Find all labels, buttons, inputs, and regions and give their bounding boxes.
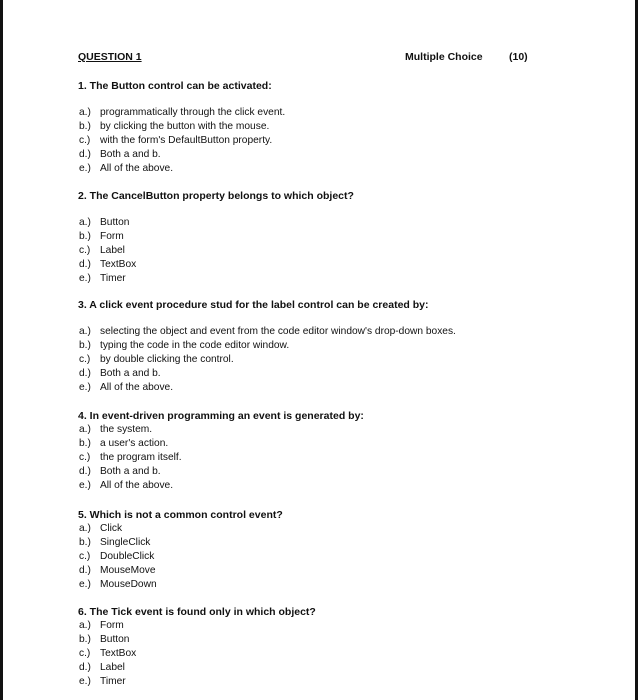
option-item	[78, 272, 598, 286]
page-edge-left	[0, 0, 3, 700]
option-item	[78, 661, 598, 675]
option-text: DoubleClick	[100, 551, 155, 562]
option-text: Label	[100, 245, 125, 256]
option-letter: b.)	[79, 537, 91, 548]
option-letter: e.)	[79, 579, 91, 590]
option-item	[78, 522, 598, 536]
option-item	[78, 244, 598, 258]
option-letter: e.)	[79, 273, 91, 284]
option-text: selecting the object and event from the code editor window's drop-down boxes.	[100, 326, 456, 337]
question-type: Multiple Choice	[405, 51, 483, 63]
option-text: typing the code in the code editor window.	[100, 340, 290, 351]
option-item	[78, 465, 598, 479]
option-letter: a.)	[79, 107, 91, 118]
question-text: 4. In event-driven programming an event is generated by:	[78, 410, 364, 422]
option-item	[78, 479, 598, 493]
option-letter: d.)	[79, 368, 91, 379]
question-text: 2. The CancelButton property belongs to which object?	[78, 190, 354, 202]
option-letter: d.)	[79, 149, 91, 160]
option-text: Button	[100, 217, 130, 228]
option-item	[78, 437, 598, 451]
option-item	[78, 536, 598, 550]
option-text: Form	[100, 620, 124, 631]
option-item	[78, 367, 598, 381]
option-letter: d.)	[79, 565, 91, 576]
option-text: Timer	[100, 273, 126, 284]
option-letter: b.)	[79, 634, 91, 645]
option-item	[78, 148, 598, 162]
question-block	[78, 508, 598, 592]
option-item	[78, 550, 598, 564]
option-letter: c.)	[79, 245, 91, 256]
option-letter: a.)	[79, 217, 91, 228]
question-text: 1. The Button control can be activated:	[78, 80, 272, 92]
option-text: All of the above.	[100, 382, 174, 393]
option-item	[78, 451, 598, 465]
option-text: All of the above.	[100, 480, 174, 491]
option-text: Both a and b.	[100, 149, 161, 160]
option-text: by double clicking the control.	[100, 354, 234, 365]
option-letter: a.)	[79, 523, 91, 534]
question-block	[78, 298, 598, 395]
option-letter: c.)	[79, 452, 91, 463]
option-text: by clicking the button with the mouse.	[100, 121, 270, 132]
option-item	[78, 258, 598, 272]
option-item	[78, 423, 598, 437]
question-text: 5. Which is not a common control event?	[78, 509, 283, 521]
option-item	[78, 134, 598, 148]
option-item	[78, 381, 598, 395]
option-text: Label	[100, 662, 125, 673]
option-text: TextBox	[100, 648, 137, 659]
option-text: Click	[100, 523, 123, 534]
option-letter: a.)	[79, 326, 91, 337]
question-text: 6. The Tick event is found only in which object?	[78, 606, 316, 618]
option-list	[78, 619, 598, 689]
option-item	[78, 647, 598, 661]
option-letter: d.)	[79, 259, 91, 270]
question-block	[78, 189, 598, 286]
option-text: SingleClick	[100, 537, 151, 548]
option-letter: b.)	[79, 438, 91, 449]
option-text: MouseDown	[100, 579, 157, 590]
option-list	[78, 106, 598, 176]
option-text: Button	[100, 634, 130, 645]
option-item	[78, 216, 598, 230]
option-text: with the form's DefaultButton property.	[100, 135, 273, 146]
question-block	[78, 79, 598, 176]
option-text: Form	[100, 231, 124, 242]
option-letter: e.)	[79, 382, 91, 393]
option-letter: a.)	[79, 424, 91, 435]
option-text: the system.	[100, 424, 153, 435]
option-letter: c.)	[79, 551, 91, 562]
option-list	[78, 216, 598, 286]
option-text: MouseMove	[100, 565, 156, 576]
option-letter: a.)	[79, 620, 91, 631]
question-header	[78, 51, 538, 67]
question-block	[78, 409, 598, 493]
option-item	[78, 353, 598, 367]
option-text: TextBox	[100, 259, 137, 270]
option-letter: c.)	[79, 135, 91, 146]
option-letter: c.)	[79, 354, 91, 365]
option-letter: b.)	[79, 231, 91, 242]
option-text: Both a and b.	[100, 368, 161, 379]
option-letter: c.)	[79, 648, 91, 659]
option-item	[78, 633, 598, 647]
option-letter: d.)	[79, 662, 91, 673]
option-text: a user's action.	[100, 438, 169, 449]
option-text: the program itself.	[100, 452, 182, 463]
option-letter: e.)	[79, 163, 91, 174]
option-text: All of the above.	[100, 163, 174, 174]
option-list	[78, 325, 598, 395]
option-item	[78, 120, 598, 134]
option-item	[78, 325, 598, 339]
option-letter: d.)	[79, 466, 91, 477]
option-item	[78, 619, 598, 633]
question-marks: (10)	[509, 51, 528, 63]
section-title: QUESTION 1	[78, 51, 142, 63]
option-letter: e.)	[79, 676, 91, 687]
option-item	[78, 106, 598, 120]
option-letter: e.)	[79, 480, 91, 491]
question-block	[78, 605, 598, 689]
option-item	[78, 578, 598, 592]
option-letter: b.)	[79, 340, 91, 351]
option-text: Timer	[100, 676, 126, 687]
option-item	[78, 339, 598, 353]
option-item	[78, 564, 598, 578]
option-text: programmatically through the click event.	[100, 107, 286, 118]
option-item	[78, 162, 598, 176]
option-item	[78, 230, 598, 244]
option-list	[78, 423, 598, 493]
option-letter: b.)	[79, 121, 91, 132]
option-text: Both a and b.	[100, 466, 161, 477]
option-item	[78, 675, 598, 689]
option-list	[78, 522, 598, 592]
question-text: 3. A click event procedure stud for the label control can be created by:	[78, 299, 429, 311]
